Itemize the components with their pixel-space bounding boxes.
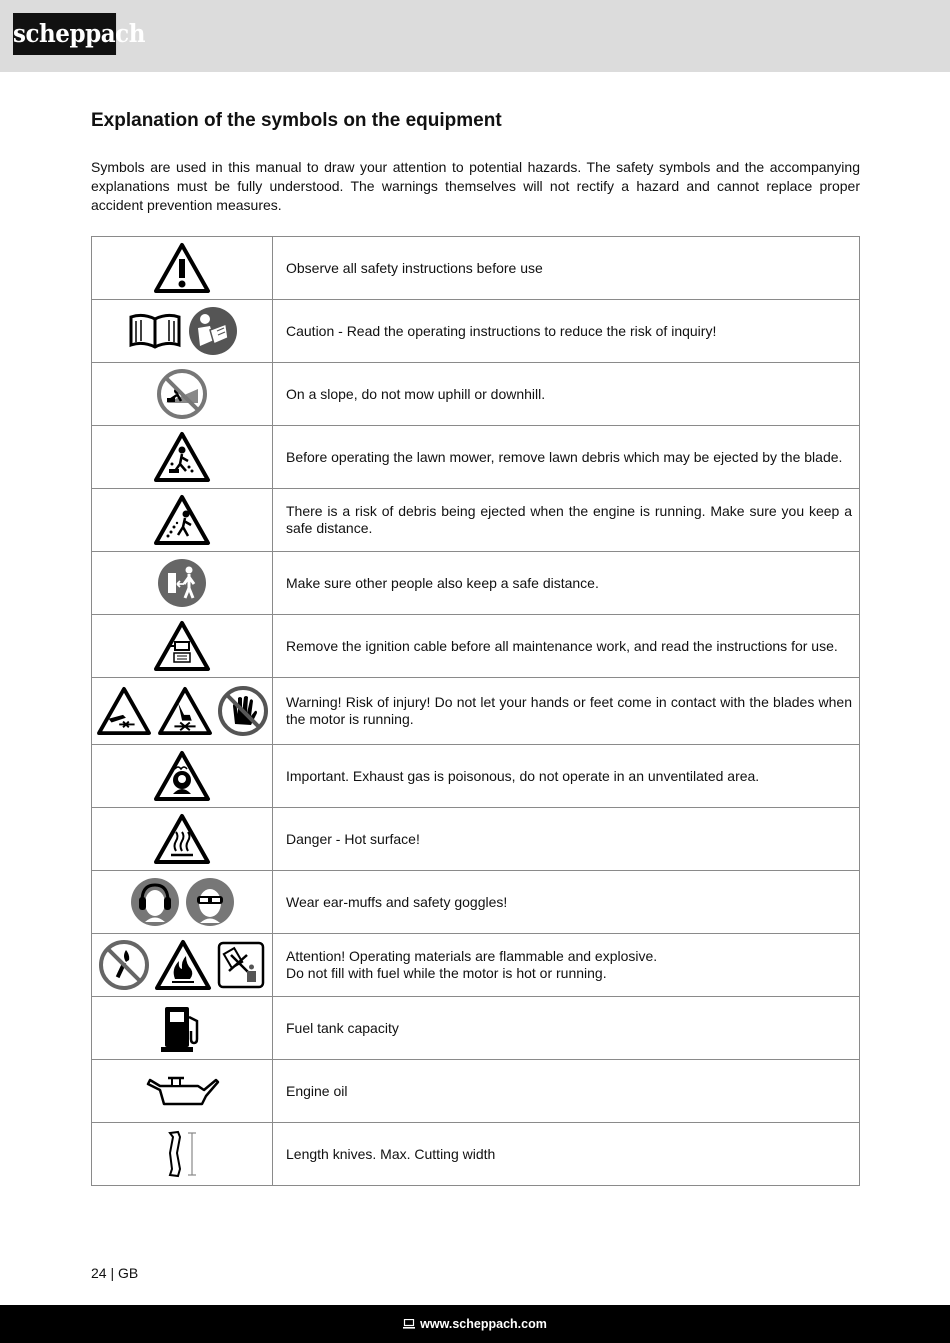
keep-distance-icon (157, 558, 207, 608)
hot-surface-warning-icon (153, 813, 211, 865)
table-row (92, 745, 860, 808)
icon-cell (92, 1060, 273, 1123)
row-description: Caution - Read the operating instructions to reduce the risk of inquiry! (273, 300, 860, 363)
intro-paragraph: Symbols are used in this manual to draw your attention to potential hazards. The safety symbols and the accompanying explanations must be fully understood. The warnings themselves will not rectify a hazard and cannot replace proper accident prevention measures. (91, 159, 860, 213)
icon-cell (92, 871, 273, 934)
row-description: Warning! Risk of injury! Do not let your hands or feet come in contact with the blades when the motor is running. (273, 678, 860, 745)
foot-blade-warning-icon (157, 686, 213, 736)
icon-cell (92, 934, 273, 997)
table-row (92, 237, 860, 300)
icon-cell (92, 426, 273, 489)
icon-cell (92, 552, 273, 615)
row-description: Danger - Hot surface! (273, 808, 860, 871)
icon-cell (92, 678, 273, 745)
row-description: Engine oil (273, 1060, 860, 1123)
icon-cell (92, 745, 273, 808)
computer-icon (403, 1319, 415, 1329)
icon-cell (92, 489, 273, 552)
table-row (92, 1123, 860, 1186)
table-row (92, 997, 860, 1060)
no-slope-mowing-icon (157, 369, 207, 419)
icon-cell (92, 237, 273, 300)
table-row (92, 871, 860, 934)
ear-muffs-icon (130, 877, 180, 927)
page-title: Explanation of the symbols on the equipment (91, 110, 502, 131)
table-row (92, 808, 860, 871)
warning-exclamation-icon (153, 242, 211, 294)
no-hands-icon (218, 686, 268, 736)
page-number: 24 | GB (91, 1265, 139, 1281)
scheppach-logo: scheppach (13, 13, 116, 55)
table-row (92, 300, 860, 363)
row-description: Length knives. Max. Cutting width (273, 1123, 860, 1186)
blade-length-icon (164, 1129, 200, 1179)
table-row (92, 552, 860, 615)
row-description: Remove the ignition cable before all maintenance work, and read the instructions for use. (273, 615, 860, 678)
table-row (92, 934, 860, 997)
row-description: Observe all safety instructions before use (273, 237, 860, 300)
icon-cell (92, 615, 273, 678)
table-row (92, 678, 860, 745)
footer-bar (0, 1305, 950, 1343)
table-row (92, 363, 860, 426)
hand-blade-warning-icon (96, 686, 152, 736)
icon-cell (92, 1123, 273, 1186)
safety-goggles-icon (185, 877, 235, 927)
row-description-text: Attention! Operating materials are flammable and explosive. Do not fill with fuel while the motor is hot or running. (286, 948, 658, 981)
icon-cell (92, 363, 273, 426)
table-row (92, 1060, 860, 1123)
table-row (92, 426, 860, 489)
oil-can-icon (144, 1074, 220, 1108)
exhaust-gas-warning-icon (153, 750, 211, 802)
ejected-debris-warning-icon (153, 494, 211, 546)
icon-cell (92, 300, 273, 363)
icon-cell (92, 997, 273, 1060)
ignition-cable-warning-icon (153, 620, 211, 672)
symbols-table (91, 236, 860, 1186)
row-description: There is a risk of debris being ejected when the engine is running. Make sure you keep a safe distance. (273, 489, 860, 552)
row-description (273, 934, 860, 997)
website-link[interactable]: www.scheppach.com (420, 1317, 547, 1331)
no-open-flame-icon (99, 940, 149, 990)
icon-cell (92, 808, 273, 871)
table-row (92, 489, 860, 552)
no-refuel-hot-engine-icon (217, 941, 265, 989)
flammable-warning-icon (154, 939, 212, 991)
row-description: Fuel tank capacity (273, 997, 860, 1060)
debris-warning-icon (153, 431, 211, 483)
row-description: Make sure other people also keep a safe distance. (273, 552, 860, 615)
row-description: Before operating the lawn mower, remove lawn debris which may be ejected by the blade. (273, 426, 860, 489)
header-bar (0, 0, 950, 72)
open-book-icon (127, 311, 183, 351)
fuel-pump-icon (159, 1003, 205, 1053)
row-description: Important. Exhaust gas is poisonous, do not operate in an unventilated area. (273, 745, 860, 808)
table-row (92, 615, 860, 678)
read-manual-icon (188, 306, 238, 356)
row-description: Wear ear-muffs and safety goggles! (273, 871, 860, 934)
row-description: On a slope, do not mow uphill or downhill. (273, 363, 860, 426)
